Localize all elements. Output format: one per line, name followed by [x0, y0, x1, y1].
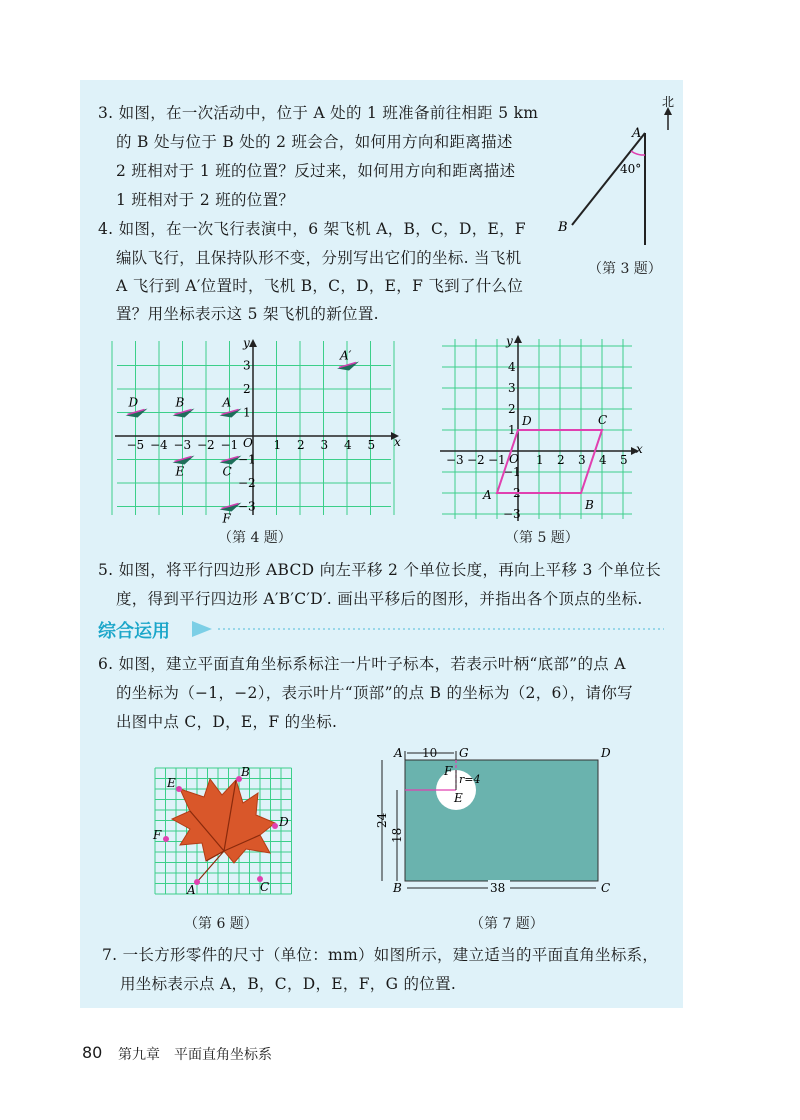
x-axis-label: x	[636, 442, 643, 456]
leaf-point-label: E	[167, 776, 176, 790]
x-tick-label: −2	[197, 438, 215, 452]
y-tick-label: −2	[238, 476, 256, 490]
problem-6-line-1: 6. 如图，建立平面直角坐标系标注一片叶子标本，若表示叶柄“底部”的点 A	[98, 655, 626, 673]
leaf-point-marker	[163, 836, 169, 842]
problem-6-line-3: 出图中点 C，D，E，F 的坐标.	[116, 713, 338, 731]
plane-label: D	[128, 395, 139, 410]
y-axis-label: y	[506, 334, 513, 348]
figure-4	[115, 333, 415, 526]
section-divider	[186, 618, 666, 640]
caption-fig6: （第 6 题）	[184, 916, 258, 932]
leaf-point-label: F	[153, 828, 162, 842]
y-tick-label: −3	[503, 507, 521, 521]
problem-5-line-2: 度，得到平行四边形 A′B′C′D′. 画出平移后的图形，并指出各个顶点的坐标.	[116, 590, 643, 608]
problem-3-line-2: 的 B 处与位于 B 处的 2 班会合，如何用方向和距离描述	[116, 133, 513, 151]
problem-6-line-2: 的坐标为（−1，−2），表示叶片“顶部”的点 B 的坐标为（2，6），请你写	[116, 684, 633, 702]
chapter-title: 第九章 平面直角坐标系	[118, 1047, 272, 1063]
corner-a-label: A	[394, 746, 403, 760]
dim-bottom-label: 38	[490, 881, 506, 895]
north-label: 北	[662, 95, 675, 109]
y-tick-label: −1	[238, 452, 256, 467]
x-tick-label: 5	[367, 438, 376, 452]
y-tick-label: 1	[243, 405, 251, 420]
problem-4-line-1: 4. 如图，在一次飞行表演中，6 架飞机 A，B，C，D，E，F	[98, 220, 526, 238]
caption-fig7: （第 7 题）	[470, 916, 544, 932]
page-number: 80	[82, 1043, 103, 1062]
caption-fig5: （第 5 题）	[505, 530, 579, 546]
dim-left-label: 24	[375, 812, 389, 828]
angle-arc	[631, 151, 645, 155]
x-tick-label: −1	[220, 438, 239, 452]
point-a-label: A	[632, 126, 642, 141]
vertex-label: C	[598, 413, 608, 427]
y-tick-label: 2	[243, 382, 251, 396]
y-tick-label: −3	[238, 499, 256, 514]
corner-c-label: C	[601, 881, 611, 895]
y-axis-arrowhead-icon	[249, 339, 257, 347]
problem-5-line-1: 5. 如图，将平行四边形 ABCD 向左平移 2 个单位长度，再向上平移 3 个单位长	[98, 561, 662, 579]
x-tick-label: 5	[620, 453, 628, 467]
leaf-point-label: A	[187, 883, 196, 897]
problem-7-line-2: 用坐标表示点 A，B，C，D，E，F，G 的位置.	[120, 975, 457, 993]
direction-line	[572, 133, 645, 225]
y-tick-label: −2	[503, 486, 521, 500]
figure-3	[550, 95, 675, 255]
y-axis-arrowhead-icon	[514, 335, 522, 343]
x-ticks	[446, 453, 628, 467]
x-tick-label: −2	[467, 453, 485, 467]
y-tick-label: 3	[243, 358, 251, 373]
x-tick-label: 2	[557, 453, 565, 467]
plane-label: A	[222, 395, 232, 410]
leaf-point-marker	[272, 823, 278, 829]
leaf-point-label: D	[279, 815, 289, 829]
leaf-point-marker	[176, 786, 182, 792]
vertex-label: D	[522, 414, 532, 428]
radius-label: r=4	[459, 773, 481, 786]
dim-top-label: 10	[422, 746, 438, 760]
x-axis-label: x	[394, 435, 401, 449]
problem-4-line-4: 置？用坐标表示这 5 架飞机的新位置.	[116, 305, 379, 323]
corner-b-label: B	[393, 881, 402, 895]
leaf-point-label: B	[241, 765, 250, 779]
y-tick-label: 1	[508, 423, 516, 437]
point-b-label: B	[558, 220, 568, 235]
plane-label: B	[175, 395, 185, 410]
problem-4-line-2: 编队飞行，且保持队形不变，分别写出它们的坐标. 当飞机	[116, 249, 522, 267]
plane-label: A′	[340, 348, 352, 363]
x-tick-label: 1	[536, 453, 544, 467]
caption-fig4: （第 4 题）	[218, 530, 292, 546]
origin-label: O	[243, 436, 253, 450]
x-tick-label: 3	[578, 453, 586, 467]
leaf-point-label: C	[260, 880, 270, 894]
y-tick-label: −1	[503, 465, 521, 479]
figure-5	[440, 333, 650, 523]
origin-label: O	[509, 452, 519, 466]
caption-fig3: （第 3 题）	[588, 261, 662, 277]
x-tick-label: −1	[488, 453, 506, 467]
x-tick-label: 3	[320, 438, 329, 452]
problem-4-line-3: A 飞行到 A′位置时，飞机 B，C，D，E，F 飞到了什么位	[116, 277, 524, 295]
y-tick-label: 2	[508, 402, 516, 416]
plane-label: F	[222, 511, 231, 526]
point-f-label: F	[444, 764, 453, 778]
plane-label: E	[175, 464, 185, 479]
problem-3-line-1: 3. 如图，在一次活动中，位于 A 处的 1 班准备前往相距 5 km	[98, 104, 539, 122]
x-tick-label: 4	[599, 453, 607, 467]
figure-7	[370, 743, 620, 898]
point-e-label: E	[454, 791, 463, 805]
corner-d-label: D	[601, 746, 611, 760]
y-axis-label: y	[243, 336, 250, 350]
x-tick-label: −3	[173, 438, 192, 452]
y-tick-label: 3	[508, 381, 516, 395]
plane-label: C	[222, 464, 232, 479]
part-rectangle	[405, 760, 598, 881]
problem-3-line-4: 1 班相对于 2 班的位置？	[116, 191, 295, 209]
x-tick-label: 1	[273, 438, 282, 452]
section-arrow-icon	[192, 621, 212, 637]
dim-inner-label: 18	[390, 827, 404, 843]
figure-6	[150, 763, 295, 897]
y-tick-label: 4	[508, 360, 516, 374]
section-title: 综合运用	[98, 621, 170, 642]
x-tick-label: 2	[297, 438, 305, 452]
angle-label: 40°	[620, 162, 642, 176]
x-tick-label: 4	[344, 438, 352, 452]
problem-7-line-1: 7. 一长方形零件的尺寸（单位：mm）如图所示，建立适当的平面直角坐标系，	[102, 946, 659, 964]
x-tick-label: −3	[446, 453, 464, 467]
vertex-label: B	[585, 498, 594, 512]
problem-3-line-3: 2 班相对于 1 班的位置？反过来，如何用方向和距离描述	[116, 162, 516, 180]
vertex-label: A	[483, 488, 492, 502]
x-tick-label: −4	[150, 438, 168, 452]
x-tick-label: −5	[126, 438, 145, 452]
corner-g-label: G	[459, 746, 469, 760]
